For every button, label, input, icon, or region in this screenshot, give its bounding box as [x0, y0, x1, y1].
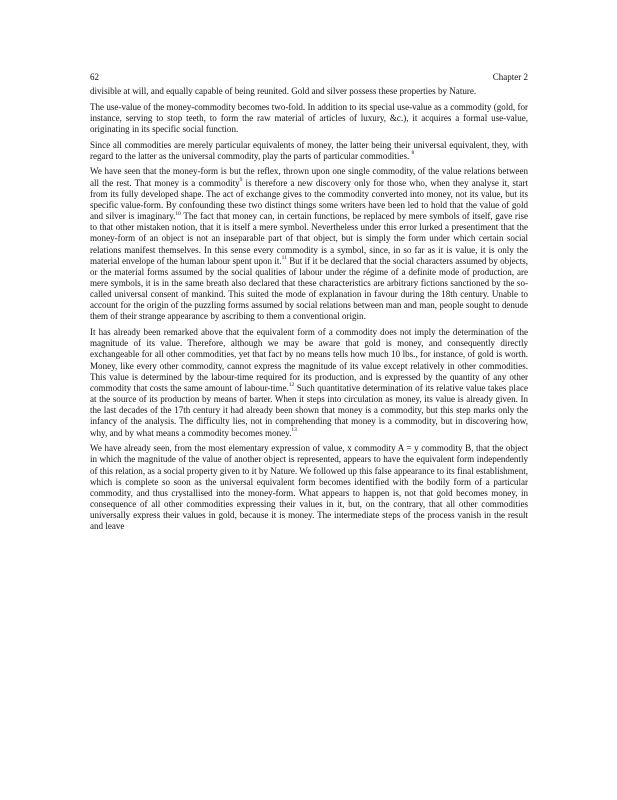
- document-page: [90, 72, 528, 532]
- page-number: 62: [90, 72, 99, 82]
- footnote-marker[interactable]: 8: [411, 150, 415, 157]
- paragraph: [90, 443, 528, 532]
- text-run: We have already seen, from the most elementary expression of value, x commodity A = y commodity B, that the object in which the magnitude of the value of another object is represented, appears to have the equivalent form independently of this relation, as a social property given to it by Nature. We followed up this false appearance to its final establishment, which is complete so soon as the universal equivalent form becomes identified with the bodily form of a particular commodity, and thus crystallised into the money-form. What appears to happen is, not that gold becomes money, in consequence of all other commodities expressing their values in it, but, on the contrary, that all other commodities universally express their values in gold, because it is money. The intermediate steps of the process vanish in the result and leave: [90, 443, 528, 532]
- footnote-marker[interactable]: 10: [175, 210, 181, 217]
- running-header: [90, 72, 528, 83]
- paragraph: [90, 102, 528, 135]
- paragraph: [90, 140, 528, 162]
- footnote-marker[interactable]: 12: [288, 382, 295, 389]
- footnote-marker[interactable]: 13: [291, 427, 297, 434]
- paragraph: [90, 166, 528, 322]
- text-run: The use-value of the money-commodity becomes two-fold. In addition to its special use-value as a commodity (gold, for instance, serving to stop teeth, to form the raw material of articles of luxury, &c.), it acquires a formal use-value, originating in its specific social function.: [90, 101, 528, 134]
- text-run: divisible at will, and equally capable of being reunited. Gold and silver possess these properties by Nature.: [90, 86, 477, 96]
- paragraph: [90, 327, 528, 439]
- body-text: [90, 86, 528, 532]
- footnote-marker[interactable]: 11: [281, 255, 287, 262]
- text-run: Such quantitative determination of its relative value takes place at the source of its production by means of barter. When it steps into circulation as money, its value is already given. In the last decades of the 17th century it had already been shown that money is a commodity, but this step marks only the infancy of the analysis. The difficulty lies, not in comprehending that money is a commodity, but in discovering how, why, and by what means a commodity becomes money.: [90, 382, 528, 438]
- text-run: We have seen that the money-form is but the reflex, thrown upon one single commodity, of the value relations between all the rest. That money is a commodity: [90, 166, 528, 188]
- text-run: But if it be declared that the social characters assumed by objects, or the material forms assumed by the social qualities of labour under the régime of a definite mode of production, are mere symbols, it is in the same breath also declared that these characteristics are arbitrary fictions sanctioned by the so-called universal consent of mankind. This suited the mode of explanation in favour during the 18th century. Unable to account for the origin of the puzzling forms assumed by social relations between man and man, people sought to denude them of their strange appearance by ascribing to them a conventional origin.: [90, 255, 528, 322]
- paragraph: [90, 86, 528, 97]
- text-run: It has already been remarked above that the equivalent form of a commodity does not imply the determination of the magnitude of its value. Therefore, although we may be aware that gold is money, and consequently directly exchangeable for all other commodities, yet that fact by no means tells how much 10 lbs., for instance, of gold is worth. Money, like every other commodity, cannot express the magnitude of its value except relatively in other commodities. This value is determined by the labour-time required for its production, and is expressed by the quantity of any other commodity that costs the same amount of labour-time.: [90, 327, 528, 393]
- chapter-title: Chapter 2: [492, 72, 528, 82]
- text-run: Since all commodities are merely particular equivalents of money, the latter being their universal equivalent, they, with regard to the latter as the universal commodity, play the parts of particular commodities.: [90, 139, 528, 161]
- text-run: is therefore a new discovery only for those who, when they analyse it, start from its fully developed shape. The act of exchange gives to the commodity converted into money, not its value, but its specific value-form. By confounding these two distinct things some writers have been led to hold that the value of gold and silver is imaginary.: [90, 177, 528, 222]
- footnote-marker[interactable]: 9: [239, 177, 243, 184]
- text-run: The fact that money can, in certain functions, be replaced by mere symbols of itself, gave rise to that other mistaken notion, that it is itself a mere symbol. Nevertheless under this error lurked a presentiment that the money-form of an object is not an inseparable part of that object, but is simply the form under which certain social relations manifest themselves. In this sense every commodity is a symbol, since, in so far as it is value, it is only the material envelope of the human labour spent upon it.: [90, 211, 528, 266]
